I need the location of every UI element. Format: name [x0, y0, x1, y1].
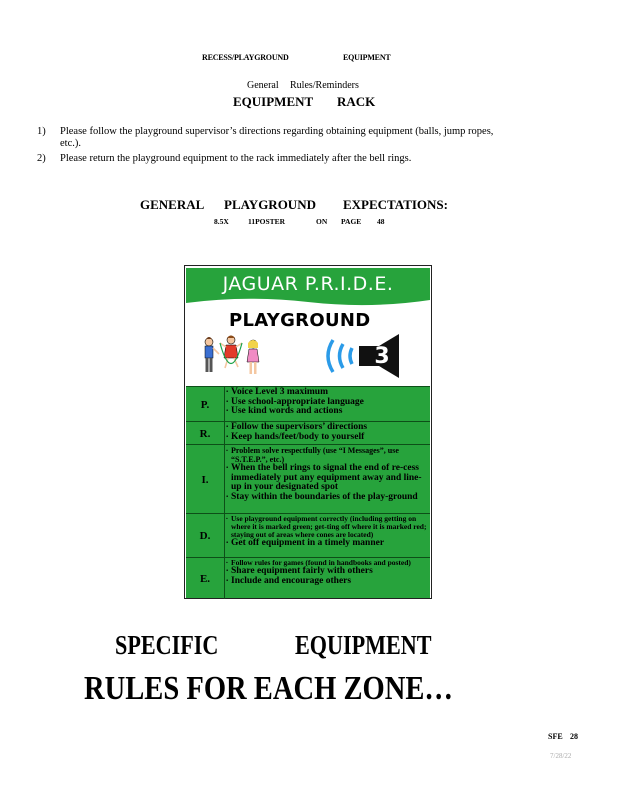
- rule-number: 1): [37, 126, 46, 137]
- poster-note-2: 11POSTER: [248, 217, 286, 226]
- heading-equipment: EQUIPMENT: [295, 630, 432, 660]
- pride-item: . Follow the supervisors’ directions: [226, 423, 427, 433]
- poster-note-4: PAGE: [341, 217, 362, 226]
- pride-items: [226, 447, 427, 502]
- subheader-right: Rules/Reminders: [290, 80, 359, 91]
- expectations-word-1: GENERAL: [140, 197, 205, 212]
- poster-note-5: 48: [377, 217, 385, 226]
- rule-text: Please follow the playground supervisor’s directions regarding obtaining equipment (balls, jump ropes,: [60, 126, 494, 137]
- footer-page: 28: [570, 732, 578, 741]
- pride-letter: R.: [186, 422, 225, 445]
- pride-row-p: [186, 386, 430, 422]
- rule-text: Please return the playground equipment to the rack immediately after the bell rings.: [60, 153, 412, 164]
- pride-item: . Include and encourage others: [226, 577, 427, 587]
- header-left: RECESS/PLAYGROUND: [202, 53, 289, 62]
- subheader-left: General: [247, 80, 279, 91]
- pride-items: [226, 388, 427, 417]
- header-right: EQUIPMENT: [343, 53, 391, 62]
- expectations-word-3: EXPECTATIONS:: [343, 197, 448, 212]
- pride-items: [226, 515, 427, 549]
- pride-item: . Get off equipment in a timely manner: [226, 539, 427, 549]
- pride-item: . Share equipment fairly with others: [226, 567, 427, 577]
- voice-level-number: 3: [374, 344, 390, 369]
- poster-note-3: ON: [316, 217, 328, 226]
- heading-rules-each-zone: RULES FOR EACH ZONE…: [84, 670, 453, 707]
- pride-item: . Follow rules for games (found in handbooks and posted): [226, 559, 427, 567]
- rule-text-cont: etc.).: [60, 138, 81, 149]
- pride-row-d: [186, 513, 430, 558]
- expectations-word-2: PLAYGROUND: [224, 197, 316, 212]
- pride-item: . Problem solve respectfully (use “I Messages”, use “S.T.E.P.”, etc.): [226, 447, 427, 464]
- pride-letter: P.: [186, 387, 225, 422]
- pride-row-i: [186, 444, 430, 514]
- pride-letter: D.: [186, 514, 225, 558]
- pride-item: . When the bell rings to signal the end of re-cess immediately put any equipment away and line-up in your designated spot: [226, 464, 427, 493]
- pride-item: . Use school-appropriate language: [226, 398, 427, 408]
- poster-banner-title: JAGUAR P.R.I.D.E.: [222, 273, 394, 295]
- pride-poster: [184, 265, 432, 599]
- rule-number: 2): [37, 153, 46, 164]
- pride-letter: E.: [186, 558, 225, 599]
- pride-letter: I.: [186, 445, 225, 514]
- heading-specific: SPECIFIC: [115, 630, 219, 660]
- banner-wave-shape: [186, 293, 430, 309]
- pride-item: . Keep hands/feet/body to yourself: [226, 433, 427, 443]
- pride-item: . Voice Level 3 maximum: [226, 388, 427, 398]
- poster-title: PLAYGROUND: [229, 310, 371, 331]
- children-illustration: [201, 332, 263, 382]
- pride-row-e: [186, 557, 430, 599]
- footer-code: SFE: [548, 732, 563, 741]
- pride-table: [186, 386, 430, 598]
- rule-item-2: [37, 153, 597, 165]
- rules-list: [37, 126, 597, 166]
- pride-row-r: [186, 421, 430, 445]
- rule-item-1: [37, 126, 597, 150]
- title-rack: RACK: [337, 94, 376, 109]
- pride-items: [226, 559, 427, 586]
- pride-item: . Use kind words and actions: [226, 407, 427, 417]
- pride-item: . Stay within the boundaries of the play-ground: [226, 493, 427, 503]
- poster-banner: [186, 268, 430, 308]
- voice-level-icon: [321, 330, 421, 382]
- pride-items: [226, 423, 427, 442]
- title-equipment: EQUIPMENT: [233, 94, 314, 109]
- footer-date: 7/28/22: [550, 752, 572, 760]
- pride-item: . Use playground equipment correctly (including getting on where it is marked green; get-ting off where it is marked red; staying out of areas where cones are located): [226, 515, 427, 539]
- poster-note-1: 8.5X: [214, 217, 229, 226]
